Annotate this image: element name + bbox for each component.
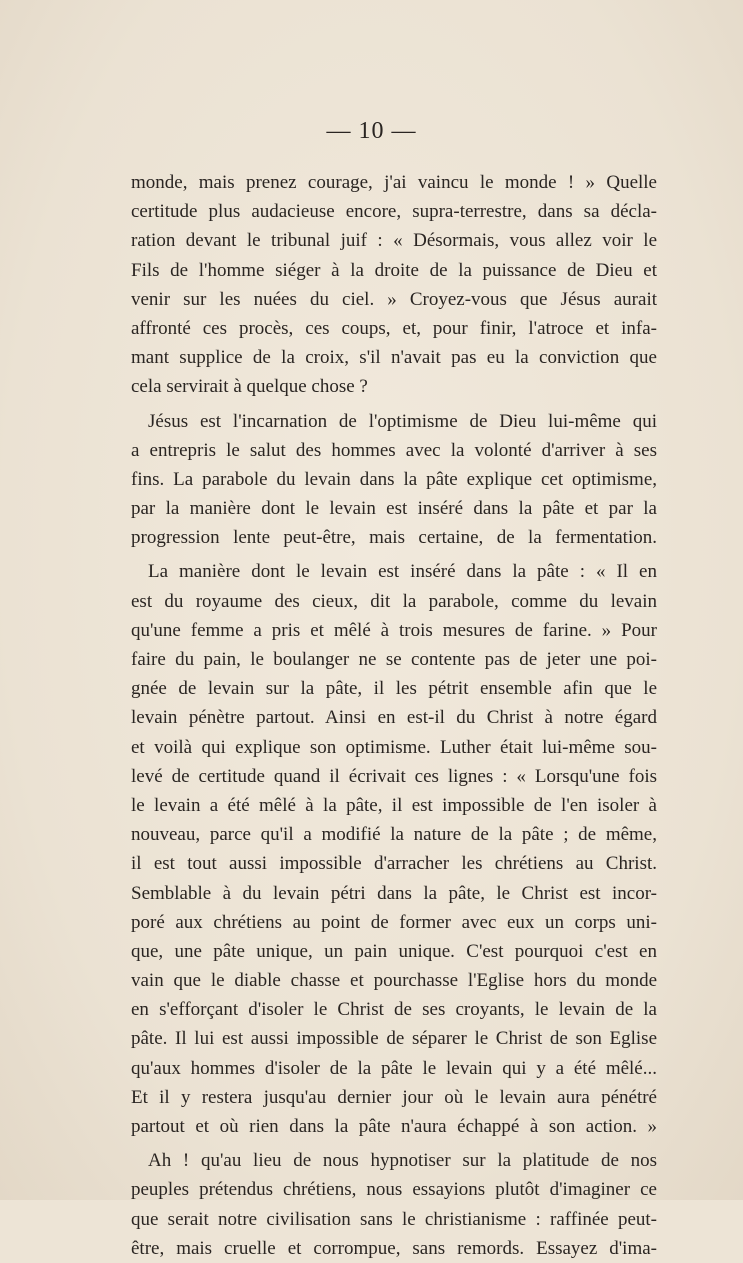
text-line: poré aux chrétiens au point de former avec eux un corps uni- [131, 911, 657, 933]
text-line: Et il y restera jusqu'au dernier jour où le levain aura pénétré [131, 1086, 657, 1108]
text-line: gnée de levain sur la pâte, il les pétrit ensemble afin que le [131, 678, 657, 700]
paragraph-3 [131, 557, 657, 1141]
text-line: est du royaume des cieux, dit la parabole, comme du levain [131, 590, 657, 612]
text-line: progression lente peut-être, mais certaine, de la fermentation. [131, 527, 657, 549]
text-line: venir sur les nuées du ciel. » Croyez-vous que Jésus aurait [131, 288, 657, 310]
text-line: levé de certitude quand il écrivait ces lignes : « Lorsqu'une fois [131, 765, 657, 787]
paragraph-2 [131, 407, 657, 553]
paragraph-4 [131, 1146, 657, 1263]
text-line: affronté ces procès, ces coups, et, pour finir, l'atroce et infa- [131, 317, 657, 339]
text-line: pâte. Il lui est aussi impossible de séparer le Christ de son Eglise [131, 1028, 657, 1050]
text-line: Fils de l'homme siéger à la droite de la puissance de Dieu et [131, 259, 657, 281]
text-line: Semblable à du levain pétri dans la pâte, le Christ est incor- [131, 882, 657, 904]
text-line: qu'aux hommes d'isoler de la pâte le levain qui y a été mêlé... [131, 1057, 657, 1079]
text-line: par la manière dont le levain est inséré dans la pâte et par la [131, 498, 657, 520]
text-line: Jésus est l'incarnation de l'optimisme de Dieu lui-même qui [148, 410, 657, 432]
text-line: certitude plus audacieuse encore, supra-terrestre, dans sa décla- [131, 201, 657, 223]
text-line: faire du pain, le boulanger ne se contente pas de jeter une poi- [131, 649, 657, 670]
text-line: La manière dont le levain est inséré dans la pâte : « Il en [148, 561, 657, 583]
text-line: ration devant le tribunal juif : « Désormais, vous allez voir le [131, 230, 657, 252]
page-number: — 10 — [326, 118, 417, 144]
text-line: cela servirait à quelque chose ? [131, 376, 368, 398]
body-text [131, 168, 657, 1263]
text-line: fins. La parabole du levain dans la pâte explique cet optimisme, [131, 468, 657, 490]
text-line: être, mais cruelle et corrompue, sans remords. Essayez d'ima- [131, 1237, 657, 1259]
text-line: que serait notre civilisation sans le christianisme : raffinée peut- [131, 1208, 657, 1230]
text-line: mant supplice de la croix, s'il n'avait pas eu la conviction que [131, 347, 657, 369]
text-line: Ah ! qu'au lieu de nous hypnotiser sur la platitude de nos [148, 1150, 657, 1172]
text-line: il est tout aussi impossible d'arracher les chrétiens au Christ. [131, 853, 657, 875]
text-line: le levain a été mêlé à la pâte, il est impossible de l'en isoler à [131, 794, 657, 816]
text-line: a entrepris le salut des hommes avec la volonté d'arriver à ses [131, 439, 657, 461]
text-line: qu'une femme a pris et mêlé à trois mesures de farine. » Pour [131, 619, 657, 641]
paragraph-1 [131, 168, 657, 402]
text-line: vain que le diable chasse et pourchasse l'Eglise hors du monde [131, 970, 657, 992]
text-line: levain pénètre partout. Ainsi en est-il du Christ à notre égard [131, 707, 657, 729]
text-line: en s'efforçant d'isoler le Christ de ses croyants, le levain de la [131, 999, 657, 1021]
text-line: monde, mais prenez courage, j'ai vaincu le monde ! » Quelle [131, 172, 657, 193]
text-line: que, une pâte unique, un pain unique. C'est pourquoi c'est en [131, 940, 657, 962]
text-line: partout et où rien dans la pâte n'aura échappé à son action. » [131, 1116, 657, 1137]
text-line: peuples prétendus chrétiens, nous essayions plutôt d'imaginer ce [131, 1179, 657, 1201]
text-line: et voilà qui explique son optimisme. Luther était lui-même sou- [131, 736, 657, 758]
text-line: nouveau, parce qu'il a modifié la nature de la pâte ; de même, [131, 824, 657, 846]
